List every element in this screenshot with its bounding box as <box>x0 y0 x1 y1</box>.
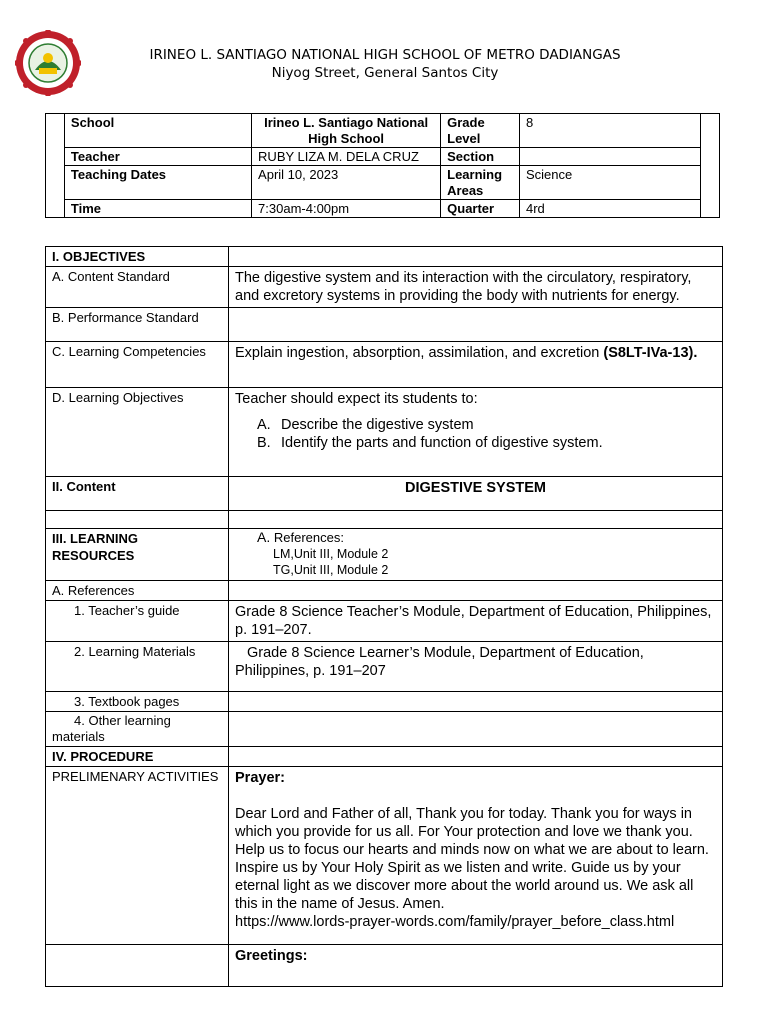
references-label: A. References <box>46 581 229 601</box>
prayer-source-link[interactable]: https://www.lords-prayer-words.com/family/prayer_before_class.html <box>235 914 675 930</box>
teachers-guide-label: 1. Teacher’s guide <box>46 601 229 642</box>
learning-objectives-value <box>229 388 723 477</box>
teaching-dates-value: April 10, 2023 <box>252 166 441 200</box>
learning-materials-value: Grade 8 Science Learner’s Module, Department of Education, Philippines, p. 191–207 <box>229 642 723 692</box>
objective-marker: A. <box>257 417 271 433</box>
objectives-heading: I. OBJECTIVES <box>46 247 229 267</box>
teachers-guide-value: Grade 8 Science Teacher’s Module, Department of Education, Philippines, p. 191–207. <box>229 601 723 642</box>
performance-standard-value <box>229 308 723 342</box>
grade-label: Grade Level <box>441 114 520 148</box>
blank-row-value <box>229 511 723 529</box>
learning-objectives-intro: Teacher should expect its students to: <box>235 391 478 407</box>
info-table <box>45 113 720 218</box>
procedure-heading: IV. PROCEDURE <box>46 747 229 767</box>
teacher-value: RUBY LIZA M. DELA CRUZ <box>252 148 441 166</box>
references-value <box>229 581 723 601</box>
learning-competencies-value <box>229 342 723 388</box>
resources-reference-lm: LM,Unit III, Module 2 <box>273 547 389 561</box>
section-value <box>519 148 700 166</box>
lesson-plan-table <box>45 246 723 987</box>
objective-text: Identify the parts and function of digestive system. <box>281 435 603 451</box>
objective-marker: B. <box>257 435 271 451</box>
learning-objective-item <box>257 434 716 452</box>
info-left-margin-cell <box>46 114 65 218</box>
learning-objectives-list <box>235 416 716 452</box>
prayer-title: Prayer: <box>235 770 285 786</box>
resources-reference-title-text: References: <box>273 530 344 545</box>
content-standard-label: A. Content Standard <box>46 267 229 308</box>
procedure-value <box>229 747 723 767</box>
competencies-code: (S8LT-IVa-13). <box>603 345 698 361</box>
learning-objectives-label: D. Learning Objectives <box>46 388 229 477</box>
resources-reference-tg: TG,Unit III, Module 2 <box>273 563 389 577</box>
quarter-label: Quarter <box>441 200 520 218</box>
grade-value: 8 <box>519 114 700 148</box>
school-seal-logo <box>15 30 81 96</box>
learning-competencies-label: C. Learning Competencies <box>46 342 229 388</box>
school-value: Irineo L. Santiago National High School <box>252 114 441 148</box>
learning-areas-label: Learning Areas <box>441 166 520 200</box>
learning-objective-item <box>257 416 716 434</box>
content-standard-value: The digestive system and its interaction with the circulatory, respiratory, and excretory systems in providing the body with nutrients for energy. <box>229 267 723 308</box>
teacher-label: Teacher <box>64 148 251 166</box>
learning-areas-value: Science <box>519 166 700 200</box>
other-materials-value <box>229 712 723 747</box>
objectives-value-cell <box>229 247 723 267</box>
learning-materials-label <box>46 642 229 692</box>
learning-resources-heading: III. LEARNING RESOURCES <box>46 529 229 581</box>
preliminary-activities-value <box>229 767 723 945</box>
resources-reference-list <box>229 529 722 578</box>
textbook-pages-value <box>229 692 723 712</box>
greetings-label-cell <box>46 945 229 987</box>
preliminary-activities-label: PRELIMENARY ACTIVITIES <box>46 767 229 945</box>
school-label: School <box>64 114 251 148</box>
resources-reference-marker: A. <box>257 529 271 545</box>
content-heading: II. Content <box>46 477 229 511</box>
performance-standard-label: B. Performance Standard <box>46 308 229 342</box>
time-label: Time <box>64 200 251 218</box>
prayer-text: Dear Lord and Father of all, Thank you for today. Thank you for ways in which you provide for us all. For Your protection and love we thank you. Help us to focus our hearts and minds now on what we are about to learn. Inspire us by Your Holy Spirit as we listen and write. Guide us by your eternal light as we discover more about the world around us. We ask all this in the name of Jesus. Amen. <box>235 806 709 912</box>
content-topic: DIGESTIVE SYSTEM <box>229 477 723 511</box>
info-right-margin-cell <box>701 114 720 218</box>
quarter-value: 4rd <box>519 200 700 218</box>
textbook-pages-label: 3. Textbook pages <box>46 692 229 712</box>
learning-materials-label-text: 2. Learning Materials <box>74 644 196 659</box>
other-materials-label <box>46 712 229 747</box>
school-address: Niyog Street, General Santos City <box>271 65 499 81</box>
other-materials-label-text: 4. Other learning materials <box>52 713 171 744</box>
resources-reference-title <box>257 529 722 546</box>
competencies-text: Explain ingestion, absorption, assimilation, and excretion <box>235 345 604 361</box>
objective-text: Describe the digestive system <box>281 417 474 433</box>
blank-row-label <box>46 511 229 529</box>
teaching-dates-label: Teaching Dates <box>64 166 251 200</box>
time-value: 7:30am-4:00pm <box>252 200 441 218</box>
school-name: IRINEO L. SANTIAGO NATIONAL HIGH SCHOOL OF METRO DADIANGAS <box>149 47 621 63</box>
greetings-title: Greetings: <box>229 945 723 987</box>
learning-resources-value <box>229 529 723 581</box>
section-label: Section <box>441 148 520 166</box>
